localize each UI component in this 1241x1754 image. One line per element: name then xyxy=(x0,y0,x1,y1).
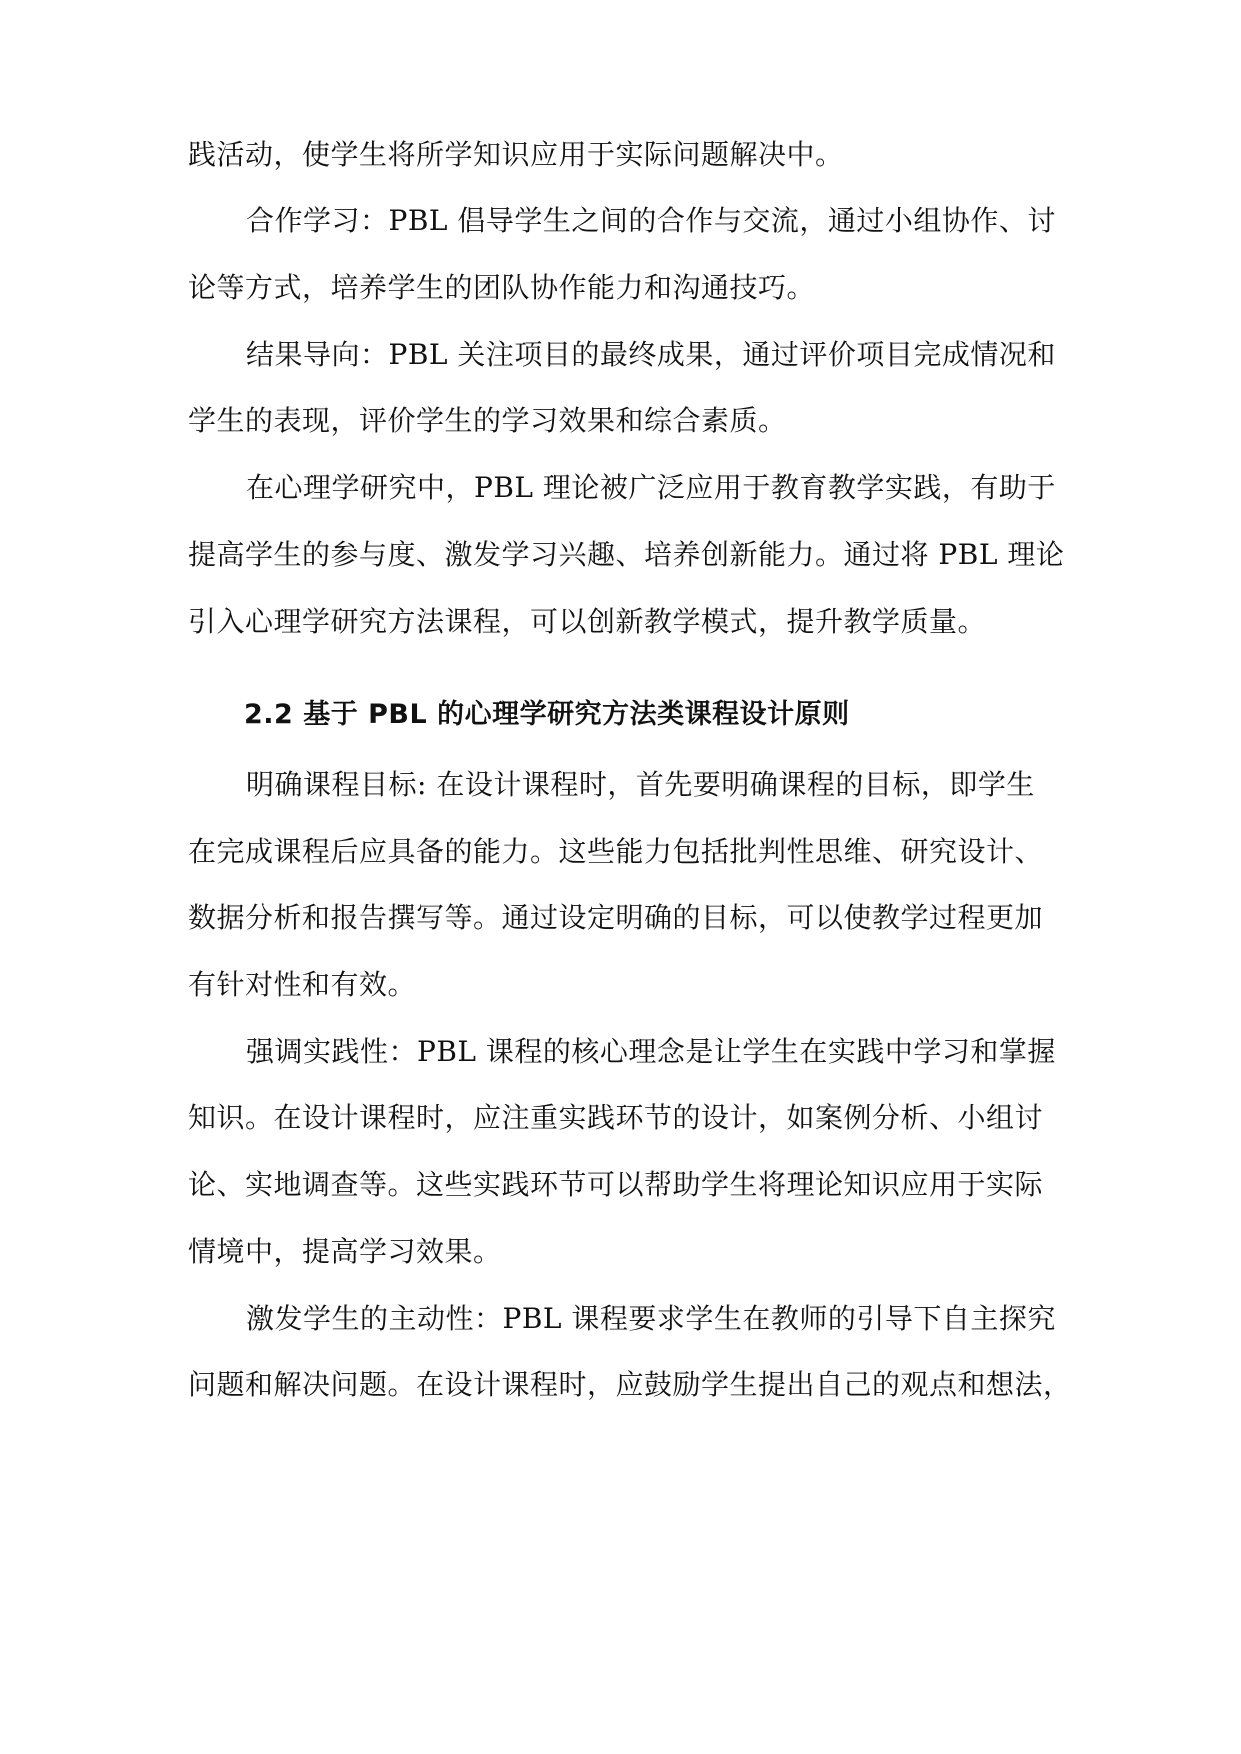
text-line: 数据分析和报告撰写等。通过设定明确的目标，可以使教学过程更加 xyxy=(188,901,1044,934)
paragraph-start-line: 在心理学研究中，PBL 理论被广泛应用于教育教学实践，有助于 xyxy=(246,471,1056,504)
text-line: 论等方式，培养学生的团队协作能力和沟通技巧。 xyxy=(188,271,816,304)
paragraph-start-line: 明确课程目标: 在设计课程时，首先要明确课程的目标，即学生 xyxy=(246,768,1035,801)
section-heading: 2.2 基于 PBL 的心理学研究方法类课程设计原则 xyxy=(244,699,850,730)
text-line: 学生的表现，评价学生的学习效果和综合素质。 xyxy=(188,404,787,437)
text-line: 情境中，提高学习效果。 xyxy=(188,1235,502,1268)
text-line: 在完成课程后应具备的能力。这些能力包括批判性思维、研究设计、 xyxy=(188,835,1044,868)
paragraph-start-line: 结果导向：PBL 关注项目的最终成果，通过评价项目完成情况和 xyxy=(246,338,1056,371)
text-line: 践活动，使学生将所学知识应用于实际问题解决中。 xyxy=(188,138,844,171)
text-line: 提高学生的参与度、激发学习兴趣、培养创新能力。通过将 PBL 理论 xyxy=(188,538,1065,571)
text-line: 引入心理学研究方法课程，可以创新教学模式，提升教学质量。 xyxy=(188,605,987,638)
text-line: 问题和解决问题。在设计课程时，应鼓励学生提出自己的观点和想法， xyxy=(188,1368,1072,1401)
paragraph-start-line: 强调实践性：PBL 课程的核心理念是让学生在实践中学习和掌握 xyxy=(246,1035,1056,1068)
paragraph-start-line: 合作学习：PBL 倡导学生之间的合作与交流，通过小组协作、讨 xyxy=(246,204,1056,237)
text-line: 知识。在设计课程时，应注重实践环节的设计，如案例分析、小组讨 xyxy=(188,1101,1044,1134)
text-line: 论、实地调查等。这些实践环节可以帮助学生将理论知识应用于实际 xyxy=(188,1168,1044,1201)
text-line: 有针对性和有效。 xyxy=(188,968,417,1001)
paragraph-start-line: 激发学生的主动性：PBL 课程要求学生在教师的引导下自主探究 xyxy=(246,1302,1056,1335)
